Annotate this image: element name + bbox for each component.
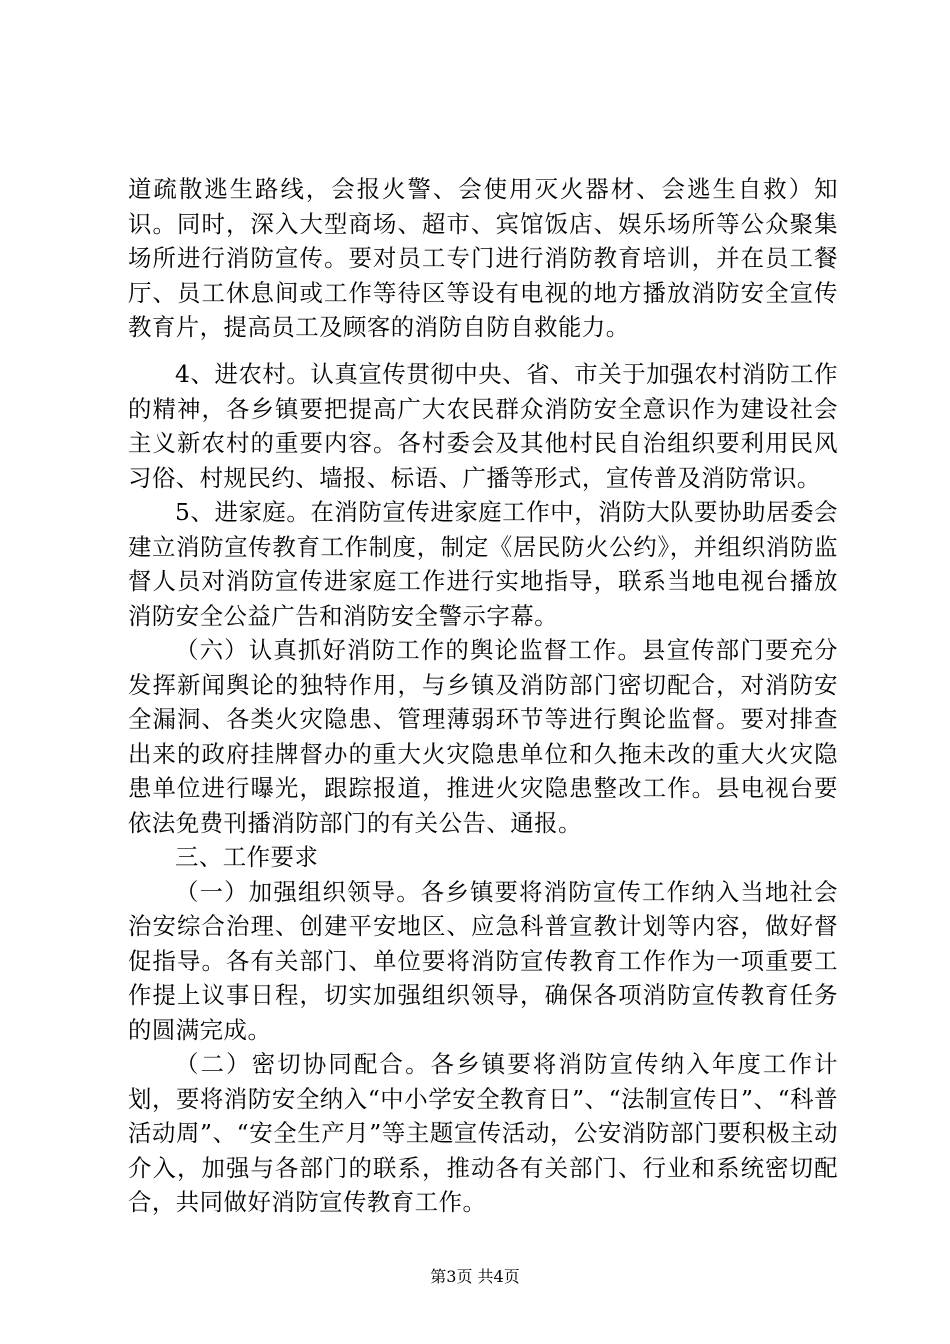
paragraph-leadership: （一）加强组织领导。各乡镇要将消防宣传工作纳入当地社会治安综合治理、创建平安地区、应急科普宣教计划等内容，做好督促指导。各有关部门、单位要将消防宣传教育工作作为一项重要工作提上议事日程，切实加强组织领导，确保各项消防宣传教育任务的圆满完成。 bbox=[128, 877, 838, 1044]
paragraph-family: 5、进家庭。在消防宣传进家庭工作中，消防大队要协助居委会建立消防宣传教育工作制度，制定《居民防火公约》，并组织消防监督人员对消防宣传进家庭工作进行实地指导，联系当地电视台播放消防安全公益广告和消防安全警示字幕。 bbox=[128, 498, 838, 630]
text-block-top bbox=[128, 172, 838, 345]
paragraph-cooperation: （二）密切协同配合。各乡镇要将消防宣传纳入年度工作计划，要将消防安全纳入“中小学安全教育日”、“法制宣传日”、“科普活动周”、“安全生产月”等主题宣传活动，公安消防部门要积极主动介入，加强与各部门的联系，推动各有关部门、行业和系统密切配合，共同做好消防宣传教育工作。 bbox=[128, 1050, 838, 1216]
page-number: 第3页 共4页 bbox=[430, 1267, 520, 1286]
page-footer bbox=[0, 1266, 950, 1288]
text-block-main bbox=[128, 357, 838, 1220]
paragraph-rural: 4、进农村。认真宣传贯彻中央、省、市关于加强农村消防工作的精神，各乡镇要把提高广大农民群众消防安全意识作为建设社会主义新农村的重要内容。各村委会及其他村民自治组织要利用民风习俗、村规民约、墙报、标语、广播等形式，宣传普及消防常识。 bbox=[128, 360, 838, 492]
paragraph-supervision: （六）认真抓好消防工作的舆论监督工作。县宣传部门要充分发挥新闻舆论的独特作用，与乡镇及消防部门密切配合，对消防安全漏洞、各类火灾隐患、管理薄弱环节等进行舆论监督。要对排查出来的政府挂牌督办的重大火灾隐患单位和久拖未改的重大火灾隐患单位进行曝光，跟踪报道，推进火灾隐患整改工作。县电视台要依法免费刊播消防部门的有关公告、通报。 bbox=[128, 636, 838, 837]
section-heading-requirements: 三、工作要求 bbox=[175, 843, 319, 871]
paragraph-continuation: 道疏散逃生路线，会报火警、会使用灭火器材、会逃生自救）知识。同时，深入大型商场、超市、宾馆饭店、娱乐场所等公众聚集场所进行消防宣传。要对员工专门进行消防教育培训，并在员工餐厅、员工休息间或工作等待区等设有电视的地方播放消防安全宣传教育片，提高员工及顾客的消防自防自救能力。 bbox=[128, 175, 838, 341]
